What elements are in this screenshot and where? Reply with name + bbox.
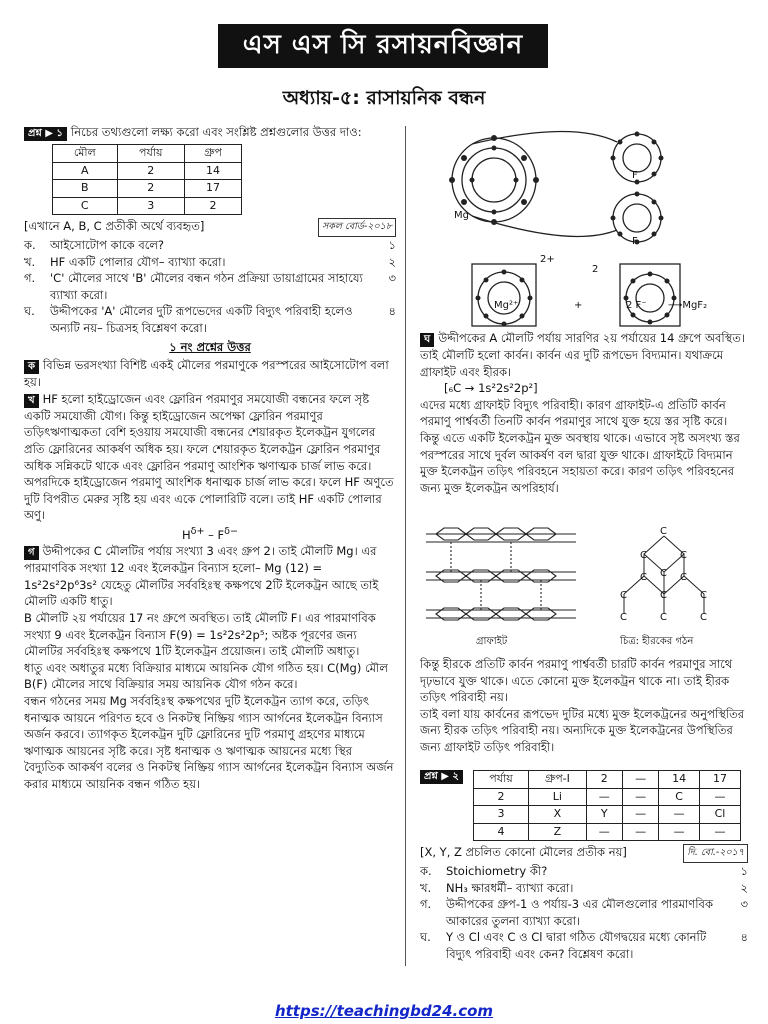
- table-cell: 2: [184, 197, 241, 215]
- table-row: [473, 823, 740, 841]
- q1-table: [52, 144, 242, 215]
- answer-heading: ১ নং প্রশ্নের উত্তর: [169, 339, 251, 354]
- coef-label: 2: [592, 264, 599, 275]
- table-cell: —: [700, 823, 741, 841]
- q2-question-kha: খ. NH₃ ক্ষারধর্মী– ব্যাখ্যা করো। ২: [420, 880, 748, 895]
- svg-text:C: C: [620, 612, 627, 623]
- table-cell: —: [659, 823, 700, 841]
- footer-link[interactable]: https://teachingbd24.com: [274, 1002, 494, 1020]
- table-row: [53, 162, 242, 180]
- q1-question-gha: ঘ. উদ্দীপকের 'A' মৌলের দুটি রূপভেদের একটি বিদ্যুৎ পরিবাহী হলেও অন্যটি নয়– চিত্রসহ বিশ্লেষণ করো। ৪: [24, 304, 396, 335]
- table-header-cell: গ্রুপ-I: [529, 771, 587, 789]
- answer-ka: ক বিভিন্ন ভরসংখ্যা বিশিষ্ট একই মৌলের পরমাণুকে পরস্পরের আইসোটোপ বলা হয়।: [24, 358, 389, 390]
- graphite-diagram: [416, 516, 596, 632]
- q1-question-kha: খ. HF একটি পোলার যৌগ– ব্যাখ্যা করো। ২: [24, 254, 396, 269]
- f-label-top: F: [632, 170, 638, 181]
- table-cell: Cl: [700, 806, 741, 824]
- answer-ka-badge: ক: [24, 360, 39, 374]
- column-divider: [405, 126, 406, 966]
- table-cell: —: [586, 788, 622, 806]
- table-cell: C: [53, 197, 118, 215]
- answer-ga-1: গ উদ্দীপকের C মৌলটির পর্যায় সংখ্যা 3 এবং গ্রুপ 2। তাই মৌলটি Mg। এর পারমাণবিক সংখ্যা 12 এবং ইলেকট্রন বিন্যাস হলো– Mg (12) = 1s²2s²2p⁶3s² যেহেতু মৌলটির সর্ববহিঃস্থ কক্ষপথে 2টি ইলেকট্রন আছে তাই মৌলটি একটি ধাতু।: [24, 544, 379, 609]
- table-header-cell: পর্যায়: [473, 771, 528, 789]
- table-cell: 3: [473, 806, 528, 824]
- svg-text:C: C: [680, 572, 687, 583]
- answer-kha-badge: খ: [24, 394, 39, 408]
- q1-question-ka: ক. আইসোটোপ কাকে বলে? ১: [24, 237, 396, 252]
- svg-text:C: C: [660, 568, 667, 579]
- svg-text:C: C: [640, 550, 647, 561]
- q2-source: দি. বো.-২০১৭: [683, 844, 748, 863]
- q2-question-ga: গ. উদ্দীপকের গ্রুপ-1 ও পর্যায়-3 এর মৌলগুলোর পারমাণবিক আকারের তুলনা ব্যাখ্যা করো। ৩: [420, 897, 748, 928]
- charge-label: 2+: [540, 254, 555, 265]
- table-header-cell: 14: [659, 771, 700, 789]
- table-row: [53, 197, 242, 215]
- answer-ga-4: বন্ধন গঠনের সময় Mg সর্ববহিঃস্থ কক্ষপথের দুটি ইলেকট্রন ত্যাগ করে, তড়িৎ ধনাত্মক আয়নে পরিণত হবে ও নিকটস্থ নিষ্ক্রিয় গ্যাস আর্গনের ইলেকট্রন বিন্যাস অর্জন করবে। ত্যাগকৃত ইলেকট্রন দুটি ফ্লোরিনের দুটি পরমাণু গ্রহণের মাধ্যমে ঋণাত্মক আয়নের সৃষ্টি করে। সৃষ্ট ধনাত্মক ও ঋণাত্মক আয়নের মধ্যে স্থির বৈদ্যুতিক আকর্ষণ বলের ও নিকটস্থ নিষ্ক্রিয় গ্যাস আর্গনের ইলেকট্রন বিন্যাস অর্জন করার মাধ্যমে আয়নিক বন্ধন গঠিত হয়।: [24, 694, 394, 792]
- answer-gha-3: কিন্তু হীরকে প্রতিটি কার্বন পরমাণু পার্শ্ববর্তী চারটি কার্বন পরমাণুর সাথে দৃঢ়ভাবে যুক্ত থাকে। এতে কোনো মুক্ত ইলেকট্রন থাকে না। তাই হীরক তড়িৎ পরিবাহী নয়।: [420, 657, 733, 705]
- q2-question-ka: ক. Stoichiometry কী? ১: [420, 863, 748, 878]
- table-row: [53, 180, 242, 198]
- page-title: এস এস সি রসায়নবিজ্ঞান: [218, 24, 548, 68]
- q1-stem: প্রশ্ন ▶ ১ নিচের তথ্যগুলো লক্ষ্য করো এবং সংশ্লিষ্ট প্রশ্নগুলোর উত্তর দাও:: [24, 124, 396, 141]
- table-cell: Y: [586, 806, 622, 824]
- diamond-diagram: [604, 524, 734, 624]
- q1-badge: প্রশ্ন ▶ ১: [24, 127, 67, 141]
- q1-note: [এখানে A, B, C প্রতীকী অর্থে ব্যবহৃত]: [24, 219, 205, 234]
- svg-text:C: C: [620, 590, 627, 601]
- table-header-cell: 2: [586, 771, 622, 789]
- q1-source: সকল বোর্ড-২০১৮: [318, 218, 396, 237]
- q2-question-gha: ঘ. Y ও Cl এবং C ও Cl দ্বারা গঠিত যৌগদ্বয়ের মধ্যে কোনটি বিদ্যুৎ পরিবাহী এবং কেন? বিশ্লেষণ করো। ৪: [420, 930, 748, 961]
- two-f-label: 2 F⁻: [626, 300, 647, 311]
- table-cell: —: [622, 806, 658, 824]
- svg-text:C: C: [660, 590, 667, 601]
- answer-ga-2: B মৌলটি ২য় পর্যায়ের 17 নং গ্রুপে অবস্থিত। তাই মৌলটি F। এর পারমাণবিক সংখ্যা 9 এবং ইলেকট্রন বিন্যাস F(9) = 1s²2s²2p⁵; অষ্টক পূরণের জন্য মৌলটির সর্ববহিঃস্থ কক্ষপথে 1টি ইলেকট্রন প্রয়োজন। তাই মৌলটি অধাতু।: [24, 611, 376, 659]
- table-header-cell: গ্রুপ: [184, 145, 241, 163]
- svg-text:C: C: [680, 550, 687, 561]
- right-column-middle: [420, 656, 748, 756]
- svg-text:C: C: [640, 572, 647, 583]
- table-cell: —: [659, 806, 700, 824]
- svg-text:C: C: [700, 612, 707, 623]
- f-label-bottom: F: [632, 236, 638, 247]
- hf-formula: $H^{\delta+} - F^{\delta-}$: [181, 525, 239, 542]
- q2-section: [420, 770, 748, 963]
- svg-text:C: C: [660, 526, 667, 537]
- q1-question-ga: গ. 'C' মৌলের সাথে 'B' মৌলের বন্ধন গঠন প্রক্রিয়া ডায়াগ্রামের সাহায্যে ব্যাখ্যা করো। ৩: [24, 271, 396, 302]
- svg-text:C: C: [700, 590, 707, 601]
- table-cell: 2: [473, 788, 528, 806]
- mg-label: Mg: [454, 210, 469, 221]
- chapter-title: অধ্যায়-৫: রাসায়নিক বন্ধন: [282, 87, 486, 109]
- diamond-label: চিত্র: হীরকের গঠন: [620, 636, 694, 647]
- table-cell: 3: [117, 197, 184, 215]
- mg-ion-label: Mg²⁺: [494, 300, 519, 311]
- table-cell: Z: [529, 823, 587, 841]
- table-header-cell: 17: [700, 771, 741, 789]
- answer-gha-1: ঘ উদ্দীপকের A মৌলটি পর্যায় সারণির ২য় পর্যায়ের 14 গ্রুপে অবস্থিত। তাই মৌলটি হলো কার্বন। কার্বন এর দুটি রূপভেদ বিদ্যমান। যথাক্রমে গ্রাফাইট এবং হীরক।: [420, 331, 745, 379]
- q1-table-header: [53, 145, 242, 163]
- table-cell: 2: [117, 180, 184, 198]
- mgf2-label: ⟶MgF₂: [668, 300, 708, 311]
- right-column-top: [420, 330, 748, 496]
- q2-note: [X, Y, Z প্রচলিত কোনো মৌলের প্রতীক নয়]: [420, 845, 627, 860]
- svg-text:C: C: [660, 612, 667, 623]
- q2-table: [473, 770, 741, 841]
- table-cell: —: [622, 823, 658, 841]
- graphite-label: গ্রাফাইট: [476, 636, 508, 647]
- table-cell: C: [659, 788, 700, 806]
- q1-note-row: [24, 218, 396, 237]
- answer-gha-2: এদের মধ্যে গ্রাফাইট বিদ্যুৎ পরিবাহী। কারণ গ্রাফাইট-এ প্রতিটি কার্বন পরমাণু পার্শ্ববর্তী তিনটি কার্বন পরমাণুর সাথে যুক্ত হয়ে স্তর সৃষ্টি করে। কিন্তু এতে একটি ইলেকট্রন মুক্ত অবস্থায় থাকে। এভাবে সৃষ্ট অসংখ্য স্তর পরস্পরের সাথে দুর্বল আকর্ষণ বল দ্বারা যুক্ত থাকে। গ্রাফাইটে বিদ্যমান মুক্ত ইলেকট্রন তড়িৎ পরিবহনে সহায়তা করে। কারণ তড়িৎ পরিবহনের জন্য মুক্ত ইলেকট্রন অপরিহার্য।: [420, 397, 740, 495]
- answer-ga-badge: গ: [24, 546, 39, 560]
- table-row: [473, 788, 740, 806]
- table-header-cell: মৌল: [53, 145, 118, 163]
- table-header-cell: পর্যায়: [117, 145, 184, 163]
- answer-ga-3: ধাতু এবং অধাতুর মধ্যে বিক্রিয়ার মাধ্যমে আয়নিক যৌগ গঠিত হয়। C(Mg) মৌল B(F) মৌলের সাথে বিক্রিয়ার সময় আয়নিক যৌগ গঠন করে।: [24, 660, 388, 692]
- table-cell: 14: [184, 162, 241, 180]
- q2-badge: প্রশ্ন ▶ ২: [420, 770, 463, 784]
- table-header-cell: —: [622, 771, 658, 789]
- table-cell: 4: [473, 823, 528, 841]
- answer-kha: খ HF হলো হাইড্রোজেন এবং ফ্লোরিন পরমাণুর সমযোজী বন্ধনের ফলে সৃষ্ট একটি সমযোজী যৌগ। কিন্তু হাইড্রোজেন অপেক্ষা ফ্লোরিন পরমাণুর তড়িৎঋণাত্মকতা বেশি হওয়ায় সমযোজী বন্ধনের শেয়ারকৃত ইলেকট্রন যুগলের প্রতি ফ্লোরিনের আকর্ষণ অধিক হয়। ফলে শেয়ারকৃত ইলেকট্রন ফ্লোরিন পরমাণুর অধিক সন্নিকটে থাকে এবং ফ্লোরিন পরমাণু আংশিক ঋণাত্মক চার্জ লাভ করে। অপরদিকে হাইড্রোজেন পরমাণু আংশিক ধনাত্মক চার্জ লাভ করে। ফলে HF অণুতে দুটি বিপরীত মেরুর সৃষ্টি হয় এবং একে পোলারিটি বলে। তাই HF একটি পোলার অণু।: [24, 391, 394, 523]
- q2-note-row: [420, 844, 748, 863]
- table-cell: —: [622, 788, 658, 806]
- plus-label: +: [574, 300, 583, 311]
- table-cell: A: [53, 162, 118, 180]
- table-cell: 2: [117, 162, 184, 180]
- carbon-config: [₆C → 1s²2s²2p²]: [444, 381, 538, 396]
- answer-gha-badge: ঘ: [420, 333, 434, 347]
- table-cell: Li: [529, 788, 587, 806]
- q2-header-row: [420, 770, 748, 841]
- table-cell: X: [529, 806, 587, 824]
- table-cell: —: [586, 823, 622, 841]
- answer-gha-4: তাই বলা যায় কার্বনের রূপভেদ দুটির মধ্যে মুক্ত ইলেকট্রনের অনুপস্থিতির জন্য হীরক তড়িৎ পরিবাহী নয়। অন্যদিকে মুক্ত ইলেকট্রনের উপস্থিতির জন্য গ্রাফাইট তড়িৎ পরিবাহী।: [420, 706, 745, 754]
- table-row: [473, 806, 740, 824]
- table-cell: 17: [184, 180, 241, 198]
- q2-table-header: [473, 771, 740, 789]
- table-cell: —: [700, 788, 741, 806]
- table-cell: B: [53, 180, 118, 198]
- left-column: [24, 124, 396, 793]
